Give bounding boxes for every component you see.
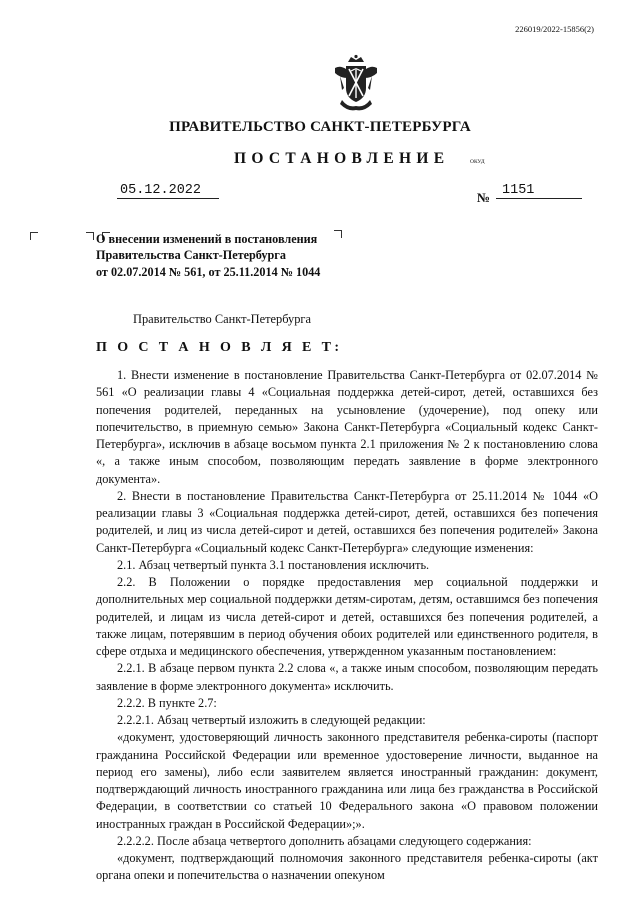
body-paragraph: 2.2. В Положении о порядке предоставления мер социальной поддержки и дополнительных мер социальной поддержки детям-сиротам, детям, оставшимся без попечения родителей, и лицам из числа детей-сирот и детей, оставшихся без попечения родителей, а также лицам, потерявшим в период обучения обоих родителей или единственного родителя, в сфере отдыха и медицинского обеспечения, утвержденном указанным постановлением: (96, 575, 598, 658)
issuer-text: Правительство Санкт-Петербурга (133, 312, 311, 326)
coat-of-arms-icon (330, 54, 382, 114)
body-paragraph: 2. Внести в постановление Правительства Санкт-Петербурга от 25.11.2014 № 1044 «О реализации главы 3 «Социальная поддержка детей-сирот, детей, оставшихся без попечения родителей, и лиц из числа детей-сирот и детей, оставшихся без попечения родителей» Закона Санкт-Петербурга «Социальный кодекс Санкт-Петербурга» следующие изменения: (96, 488, 598, 555)
body-paragraph: 1. Внести изменение в постановление Правительства Санкт-Петербурга от 02.07.2014 № 561 «О реализации главы 4 «Социальная поддержка детей-сирот, детей, оставшихся без попечения родителей, переданных на усыновление (удочерение), под опеку или попечительство, в приемную семью» Закона Санкт-Петербурга «Социальный кодекс Санкт-Петербурга», исключив в абзаце восьмом пункта 2.1 приложения № 2 к постановлению слова «, а также иным способом, позволяющим передать заявление в форме электронного документа». (96, 368, 598, 486)
document-date: 05.12.2022 (117, 183, 219, 199)
number-sign: № (477, 190, 491, 205)
decree-heading: П О С Т А Н О В Л Я Е Т: (96, 340, 343, 355)
subject-corner-mark-left (86, 232, 94, 240)
document-body (96, 367, 598, 885)
subject-line: О внесении изменений в постановления (96, 232, 318, 246)
body-paragraph: «документ, подтверждающий полномочия законного представителя ребенка-сироты (акт органа опеки и попечительства о назначении опекуном (96, 851, 598, 883)
subject-line: от 02.07.2014 № 561, от 25.11.2014 № 1044 (96, 264, 321, 279)
margin-corner-mark (30, 232, 38, 240)
body-paragraph: 2.2.1. В абзаце первом пункта 2.2 слова «, а также иным способом, позволяющим передать заявление в форме электронного документа» исключить. (96, 661, 598, 693)
document-subject (96, 231, 320, 280)
body-paragraph: «документ, удостоверяющий личность законного представителя ребенка-сироты (паспорт гражданина Российской Федерации или временное удостоверение личности, выданное на период его замены), либо если заявителем является иностранный гражданин: документ, подтверждающий личность иностранного гражданина или лица без гражданства в Российской Федерации, в соответствии со статьей 10 Федерального закона «О правовом положении иностранных граждан в Российской Федерации»;». (96, 730, 598, 831)
body-paragraph: 2.2.2.2. После абзаца четвертого дополнить абзацами следующего содержания: (117, 833, 532, 848)
document-number: 1151 (496, 183, 582, 199)
subject-corner-mark-right (334, 230, 342, 238)
subject-line: Правительства Санкт-Петербурга (96, 248, 286, 263)
body-paragraph: 2.2.2.1. Абзац четвертый изложить в следующей редакции: (117, 713, 426, 727)
document-id: 226019/2022-15856(2) (515, 24, 594, 34)
okud-label: ОКУД (470, 159, 485, 165)
government-title: ПРАВИТЕЛЬСТВО САНКТ-ПЕТЕРБУРГА (169, 119, 471, 135)
document-type-title: ПОСТАНОВЛЕНИЕ (234, 150, 450, 167)
body-paragraph: 2.2.2. В пункте 2.7: (117, 695, 217, 710)
body-paragraph: 2.1. Абзац четвертый пункта 3.1 постановления исключить. (117, 557, 430, 572)
